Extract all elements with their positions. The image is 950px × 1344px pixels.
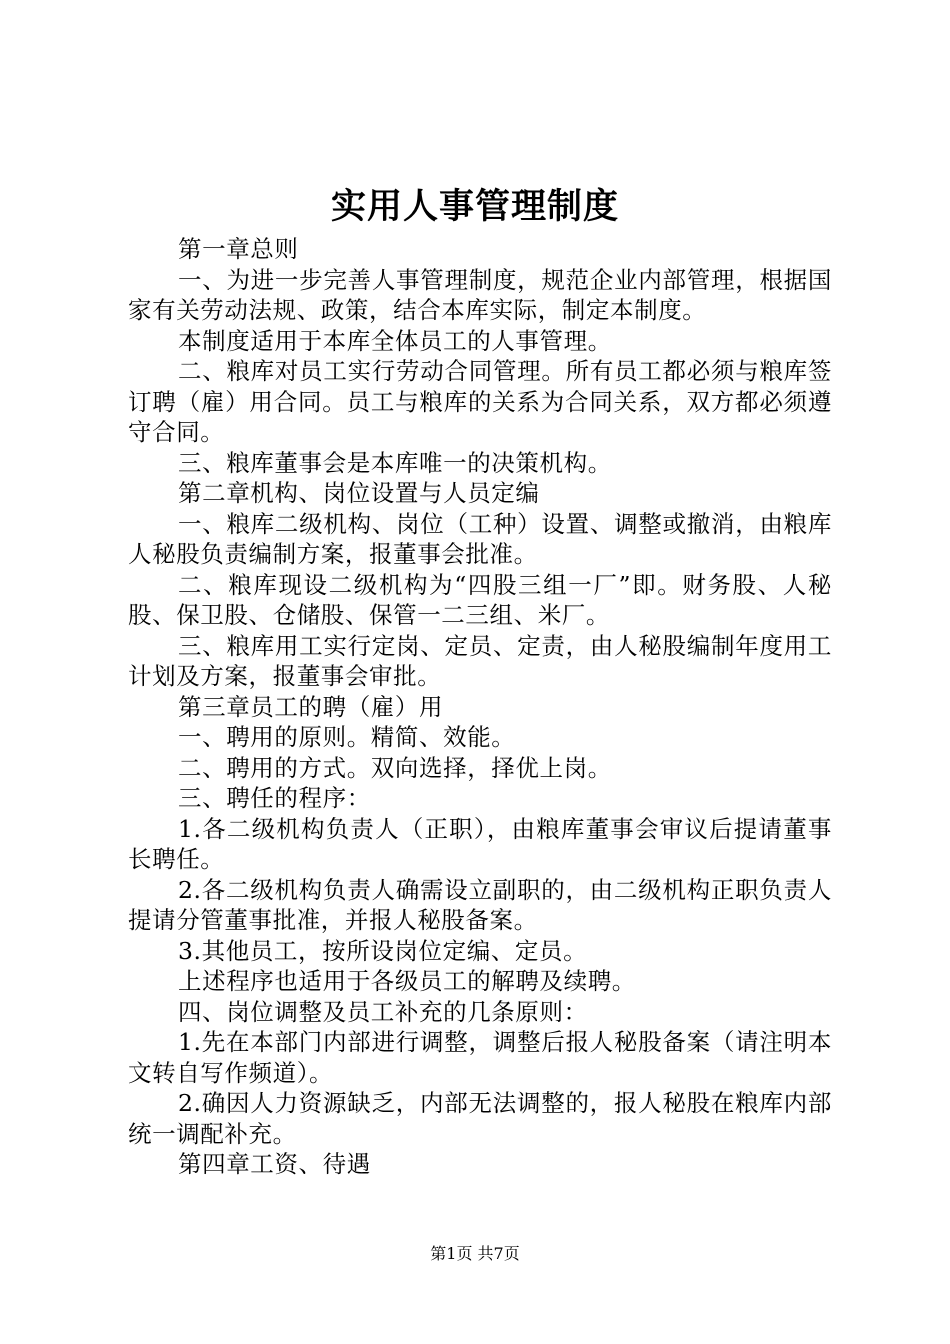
- paragraph: 二、粮库现设二级机构为“四股三组一厂”即。财务股、人秘股、保卫股、仓储股、保管一二三组、米厂。: [128, 570, 832, 629]
- chapter-heading: 第二章机构、岗位设置与人员定编: [178, 479, 540, 507]
- paragraph: 一、粮库二级机构、岗位（工种）设置、调整或撤消，由粮库人秘股负责编制方案，报董事会批准。: [128, 509, 832, 568]
- paragraph: 二、粮库对员工实行劳动合同管理。所有员工都必须与粮库签订聘（雇）用合同。员工与粮库的关系为合同关系，双方都必须遵守合同。: [128, 357, 832, 446]
- list-item: 1.先在本部门内部进行调整，调整后报人秘股备案（请注明本文转自写作频道）。: [128, 1028, 832, 1087]
- paragraph: 二、聘用的方式。双向选择，择优上岗。: [178, 753, 612, 782]
- chapter-heading: 第三章员工的聘（雇）用: [178, 692, 444, 721]
- paragraph: 上述程序也适用于各级员工的解聘及续聘。: [178, 967, 636, 995]
- chapter-heading: 第一章总则: [178, 235, 299, 263]
- paragraph: 四、岗位调整及员工补充的几条原则：: [178, 997, 588, 1026]
- paragraph: 三、粮库董事会是本库唯一的决策机构。: [178, 448, 612, 477]
- page-number-footer: 第1页 共7页: [430, 1244, 520, 1263]
- list-item: 1.各二级机构负责人（正职），由粮库董事会审议后提请董事长聘任。: [128, 814, 832, 873]
- paragraph: 三、粮库用工实行定岗、定员、定责，由人秘股编制年度用工计划及方案，报董事会审批。: [128, 631, 832, 690]
- list-item: 2.各二级机构负责人确需设立副职的，由二级机构正职负责人提请分管董事批准，并报人秘股备案。: [128, 875, 832, 934]
- paragraph: 一、为进一步完善人事管理制度，规范企业内部管理，根据国家有关劳动法规、政策，结合本库实际，制定本制度。: [128, 265, 832, 324]
- paragraph: 三、聘任的程序：: [178, 784, 371, 812]
- list-item: 3.其他员工，按所设岗位定编、定员。: [178, 936, 588, 965]
- document-body: [128, 234, 832, 1180]
- list-item: 2.确因人力资源缺乏，内部无法调整的，报人秘股在粮库内部统一调配补充。: [128, 1089, 832, 1148]
- document-title: 实用人事管理制度: [330, 186, 619, 227]
- chapter-heading: 第四章工资、待遇: [178, 1150, 371, 1178]
- paragraph: 本制度适用于本库全体员工的人事管理。: [178, 326, 612, 355]
- paragraph: 一、聘用的原则。精简、效能。: [178, 723, 516, 751]
